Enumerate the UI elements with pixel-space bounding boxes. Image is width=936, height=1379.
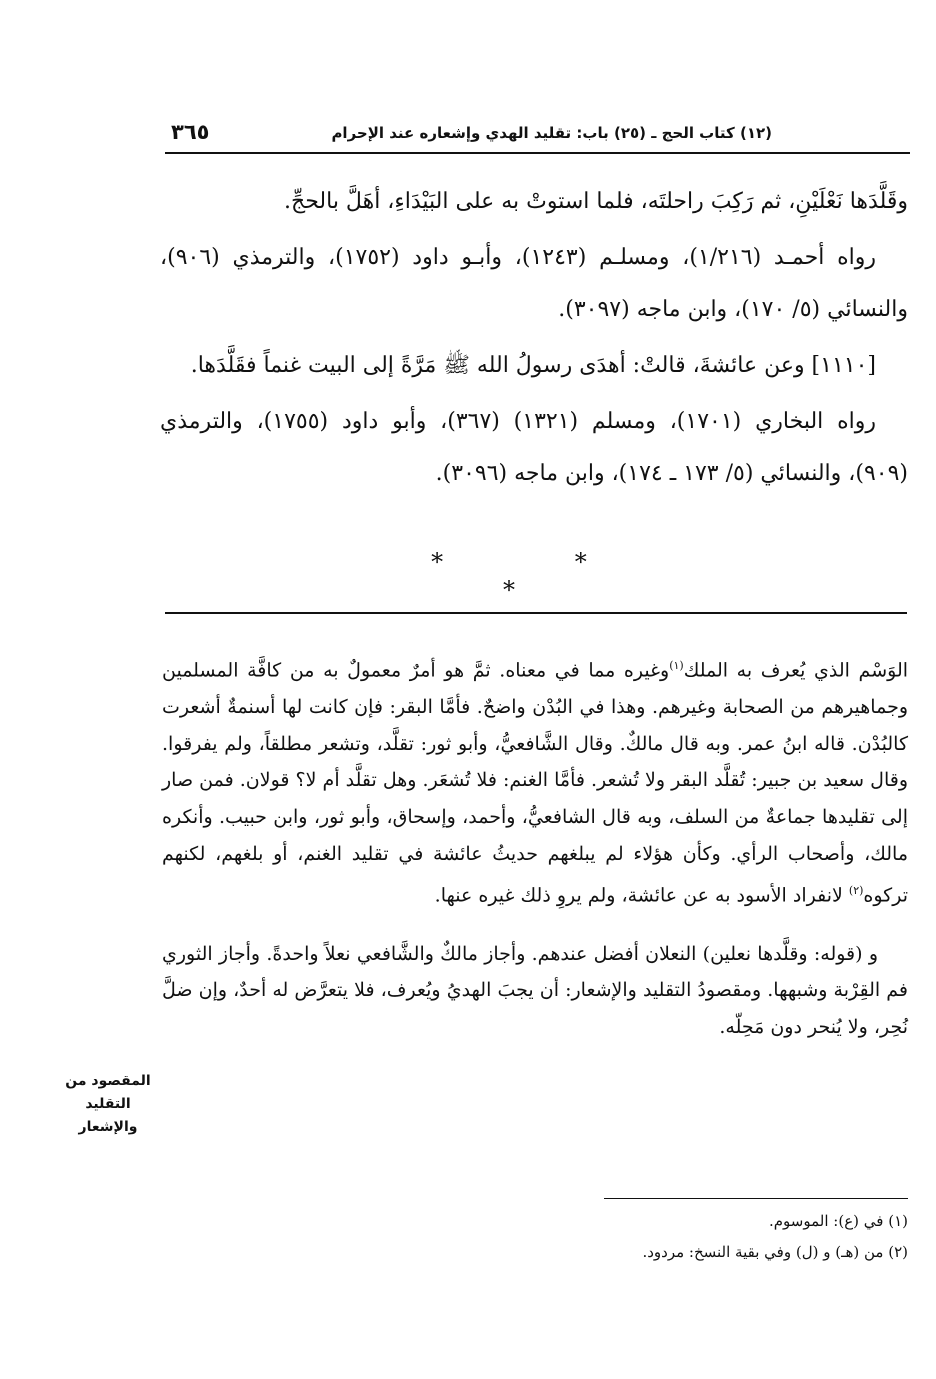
footnotes — [400, 1206, 908, 1268]
hadith-paragraph: [١١١٠] وعن عائشةَ، قالتْ: أهدَى رسولُ الله ﷺ مَرَّةً إلى البيت غنماً فقَلَّدَها. — [190, 353, 876, 378]
margin-note-line: المقصود من — [65, 1073, 151, 1089]
margin-note-line: التقليد — [85, 1096, 131, 1112]
commentary-text-segment: وغيره مما في معناه. ثمَّ هو أمرٌ معمولٌ به من كافَّة المسلمين وجماهيرهم من الصحابة وغيرهم. وهذا في البُدْن واضحٌ. فأمَّا البقر: فإن كانت لها أسنمةٌ أشعرت كالبُدْن. قاله ابنُ عمر. وبه قال مالكٌ. وقال الشَّافعيُّ، وأبو ثور: تقلَّد، وتشعر مطلقاً، ولم يفرقوا. وقال سعيد بن جبير: تُقلَّد البقر ولا تُشعر. فأمَّا الغنم: فلا تُشعَر. وهل تقلَّد أم لا؟ قولان. فمن صار إلى تقليدها جماعةٌ من السلف، وبه قال الشافعيُّ، وأحمد، وإسحاق، وأبو ثور، وابن حبيب. وأنكره مالك، وأصحاب الرأي. وكأن هؤلاء لم يبلغهم حديثُ عائشة في تقليد الغنم، أو بلغهم، لكنهم تركوه — [162, 659, 908, 906]
footnote-rule — [604, 1198, 908, 1199]
footnote: (١) في (ع): الموسوم. — [769, 1212, 908, 1230]
page-number: ٣٦٥ — [171, 120, 210, 144]
hadith-text — [160, 176, 908, 504]
commentary-text-segment: لانفراد الأسود به عن عائشة، ولم يروِ ذلك غيره عنها. — [434, 883, 849, 906]
hadith-citation: رواه البخاري (١٧٠١)، ومسلم (١٣٢١) (٣٦٧)، وأبو داود (١٧٥٥)، والترمذي (٩٠٩)، والنسائي (٥/ ١٧٣ ـ ١٧٤)، وابن ماجه (٣٠٩٦). — [160, 409, 908, 486]
footnote-ref: (٢) — [848, 883, 864, 897]
commentary-separator — [165, 612, 907, 614]
margin-note-line: والإشعار — [78, 1119, 138, 1135]
footnote-ref: (١) — [669, 659, 684, 672]
hadith-paragraph: وقَلَّدَها نَعْلَيْنِ، ثم رَكِبَ راحلتَه، فلما استوتْ به على البَيْدَاءِ، أهَلَّ بالحجِّ. — [284, 189, 908, 214]
commentary-paragraph — [162, 648, 908, 914]
hadith-citation: رواه أحمـد (١/٢١٦)، ومسلـم (١٢٤٣)، وأبـو داود (١٧٥٢)، والترمذي (٩٠٦)، والنسائي (٥/ ١٧٠)، وابن ماجه (٣٠٩٧). — [160, 245, 908, 322]
margin-note — [56, 1070, 160, 1139]
running-title: (١٢) كتاب الحج ـ (٢٥) باب: تقليد الهدي وإشعاره عند الإحرام — [331, 124, 772, 142]
commentary-text — [162, 648, 908, 1046]
commentary-paragraph: و (قوله: وقلَّدها نعلين) النعلان أفضل عندهم. وأجاز مالكٌ والشَّافعي نعلاً واحدةً. وأجاز الثوري فم القِرْبة وشبهها. ومقصودُ التقليد والإشعار: أن يجبَ الهديُ ويُعرف، فلا يتعرَّض له أحدٌ، وإن ضلَّ نُحِر، ولا يُنحر دون مَحِلّه. — [162, 942, 908, 1038]
section-divider-stars: * * * — [431, 548, 649, 604]
running-header — [165, 118, 910, 154]
footnote: (٢) من (هـ) و (ل) وفي بقية النسخ: مردود. — [642, 1243, 908, 1261]
commentary-text-segment: الوَسْم الذي يُعرف به الملك — [683, 659, 909, 682]
